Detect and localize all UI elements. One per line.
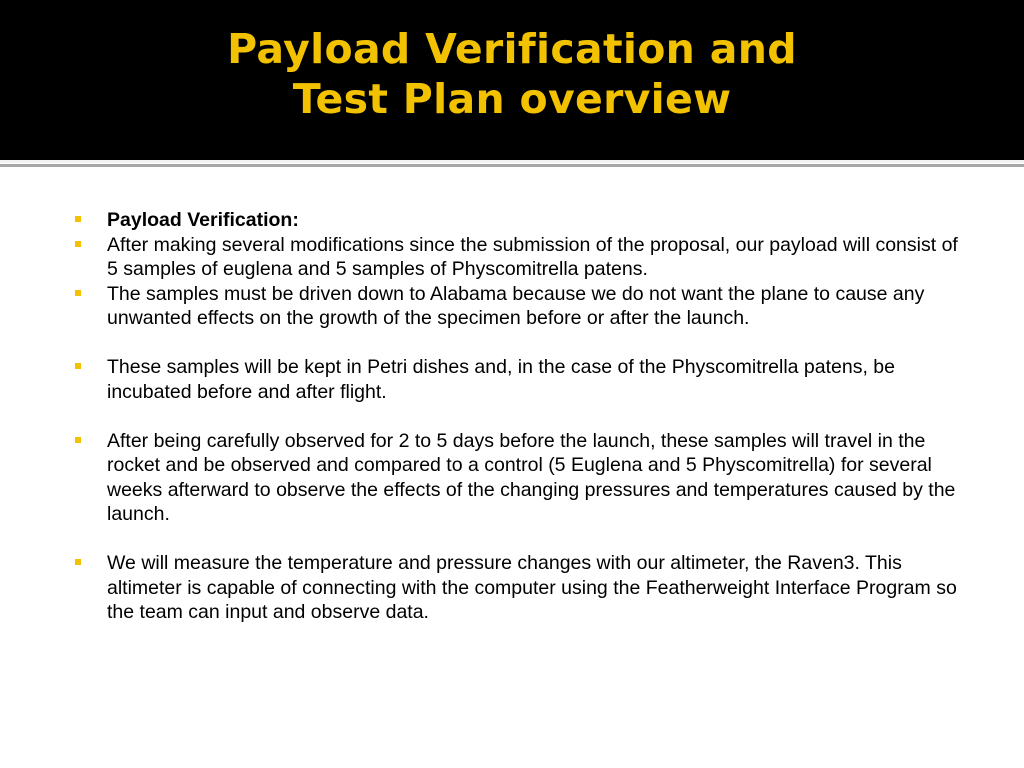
bullet-list — [73, 208, 973, 625]
bullet-text: After making several modifications since the submission of the proposal, our payload will consist of 5 samples of euglena and 5 samples of Physcomitrella patens. — [107, 233, 958, 280]
bullet-text: Payload Verification: — [107, 209, 299, 231]
slide-title-line-1: Payload Verification and — [227, 25, 797, 73]
title-band — [0, 0, 1024, 160]
bullet-text: After being carefully observed for 2 to 5 days before the launch, these samples will travel in the rocket and be observed and compared to a control (5 Euglena and 5 Physcomitrella) for several weeks afterward to observe the effects of the changing pressures and temperatures caused by the launch. — [107, 429, 956, 525]
slide-title-line-2: Test Plan overview — [292, 75, 732, 123]
bullet-text: We will measure the temperature and pressure changes with our altimeter, the Raven3. This altimeter is capable of connecting with the computer using the Featherweight Interface Program so the team can input and observe data. — [107, 552, 957, 623]
title-divider-highlight — [0, 160, 1024, 163]
bullet-item — [73, 551, 973, 625]
square-bullet-icon — [75, 290, 81, 296]
bullet-item — [73, 208, 973, 233]
square-bullet-icon — [75, 241, 81, 247]
square-bullet-icon — [75, 437, 81, 443]
square-bullet-icon — [75, 559, 81, 565]
bullet-item — [73, 282, 973, 331]
square-bullet-icon — [75, 216, 81, 222]
square-bullet-icon — [75, 363, 81, 369]
bullet-text: The samples must be driven down to Alabama because we do not want the plane to cause any unwanted effects on the growth of the specimen before or after the launch. — [107, 282, 925, 329]
bullet-item — [73, 429, 973, 527]
bullet-text: These samples will be kept in Petri dishes and, in the case of the Physcomitrella patens, be incubated before and after flight. — [107, 356, 895, 403]
bullet-item — [73, 233, 973, 282]
slide-title — [0, 24, 1024, 124]
title-divider — [0, 164, 1024, 167]
bullet-item — [73, 355, 973, 404]
